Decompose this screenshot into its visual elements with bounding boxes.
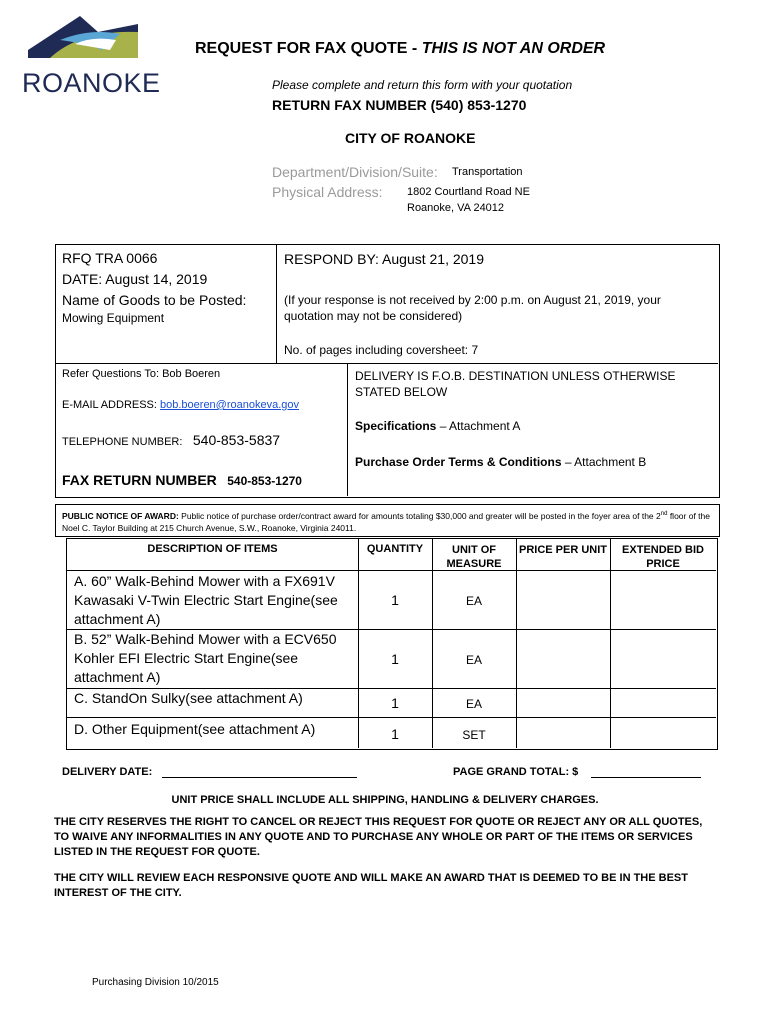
po-rest: – Attachment B xyxy=(561,455,647,469)
refer-questions: Refer Questions To: Bob Boeren xyxy=(62,368,221,380)
delivery-date-label: DELIVERY DATE: xyxy=(62,766,153,778)
fax-return-value: 540-853-1270 xyxy=(227,474,302,488)
table-row-unit: SET xyxy=(462,728,486,742)
email-label: E-MAIL ADDRESS: xyxy=(62,399,157,411)
table-row-description: A. 60” Walk-Behind Mower with a FX691V Kawasaki V-Twin Electric Start Engine(see attachment A) xyxy=(74,573,338,627)
table-row-unit: EA xyxy=(465,594,482,608)
delivery-date-line[interactable] xyxy=(162,777,357,778)
table-row-description: B. 52” Walk-Behind Mower with a ECV650 Kohler EFI Electric Start Engine(see attachment A) xyxy=(74,631,337,685)
table-row-description: D. Other Equipment(see attachment A) xyxy=(74,721,316,737)
award-bold: PUBLIC NOTICE OF AWARD: xyxy=(62,510,179,521)
divider xyxy=(66,717,716,718)
return-fax-number: RETURN FAX NUMBER (540) 853-1270 xyxy=(272,97,527,113)
page-count: No. of pages including coversheet: 7 xyxy=(284,343,479,357)
reserve-note: THE CITY RESERVES THE RIGHT TO CANCEL OR REJECT THIS REQUEST FOR QUOTE OR REJECT ANY OR ALL QUOTES, TO WAIVE ANY INFORMALITIES IN ANY QUOTE AND TO PURCHASE ANY WHOLE OR PART OF THE ITEMS OR SERVICES LISTED IN THE REQUEST FOR QUOTE. xyxy=(54,816,703,858)
address-label: Physical Address: xyxy=(272,184,383,200)
review-note: THE CITY WILL REVIEW EACH RESPONSIVE QUOTE AND WILL MAKE AN AWARD THAT IS DEEMED TO BE IN THE BEST INTEREST OF THE CITY. xyxy=(54,872,688,899)
phone-row xyxy=(62,432,280,450)
header-extended: EXTENDED BID PRICE xyxy=(622,544,704,570)
table-row-quantity: 1 xyxy=(391,726,399,742)
goods-value: Mowing Equipment xyxy=(62,311,165,325)
unit-price-note: UNIT PRICE SHALL INCLUDE ALL SHIPPING, HANDLING & DELIVERY CHARGES. xyxy=(171,794,599,806)
division-footer: Purchasing Division 10/2015 xyxy=(92,977,219,988)
divider xyxy=(276,244,277,363)
phone-value: 540-853-5837 xyxy=(192,432,281,448)
address-line2: Roanoke, VA 24012 xyxy=(407,202,505,214)
phone-label: TELEPHONE NUMBER: xyxy=(62,436,183,448)
title-main: REQUEST FOR FAX QUOTE - xyxy=(195,40,422,57)
award-notice xyxy=(62,508,712,534)
department-label: Department/Division/Suite: xyxy=(272,164,438,180)
roanoke-logo-mark-icon xyxy=(20,10,150,70)
table-row-unit: EA xyxy=(465,653,482,667)
table-row-quantity: 1 xyxy=(391,695,399,711)
divider xyxy=(347,363,348,496)
goods-label: Name of Goods to be Posted: xyxy=(62,292,247,308)
header-quantity: QUANTITY xyxy=(366,543,424,555)
po-terms-line xyxy=(355,455,646,469)
email-row xyxy=(62,399,299,411)
rfq-date: DATE: August 14, 2019 xyxy=(62,271,208,287)
table-row-quantity: 1 xyxy=(391,592,399,608)
fax-return-label: FAX RETURN NUMBER xyxy=(62,472,217,488)
delivery-fob: DELIVERY IS F.O.B. DESTINATION UNLESS OTHERWISE STATED BELOW xyxy=(355,369,676,399)
subtitle: Please complete and return this form with your quotation xyxy=(272,78,573,92)
table-row-description: C. StandOn Sulky(see attachment A) xyxy=(74,690,303,706)
address-line1: 1802 Courtland Road NE xyxy=(407,186,530,198)
po-bold: Purchase Order Terms & Conditions xyxy=(355,455,562,469)
award-text: Public notice of purchase order/contract award for amounts totaling $30,000 and greater will be posted in the foyer area of the 2 xyxy=(178,510,661,521)
grand-total-label: PAGE GRAND TOTAL: $ xyxy=(453,766,579,778)
header-description: DESCRIPTION OF ITEMS xyxy=(147,543,278,555)
roanoke-logo xyxy=(20,10,161,100)
fax-return-row xyxy=(62,472,302,490)
logo-wordmark: ROANOKE xyxy=(22,68,161,98)
table-row-quantity: 1 xyxy=(391,651,399,667)
title-italic: THIS IS NOT AN ORDER xyxy=(421,40,606,57)
response-notice: (If your response is not received by 2:00 p.m. on August 21, 2019, your quotation may not be considered) xyxy=(284,293,661,323)
email-link[interactable]: bob.boeren@roanokeva.gov xyxy=(160,399,300,411)
respond-by: RESPOND BY: August 21, 2019 xyxy=(284,251,485,267)
rfq-number: RFQ TRA 0066 xyxy=(62,250,158,266)
spec-rest: – Attachment A xyxy=(436,419,521,433)
department-value: Transportation xyxy=(452,166,523,178)
table-row-unit: EA xyxy=(465,697,482,711)
header-unit: UNIT OF MEASURE xyxy=(446,544,502,570)
divider xyxy=(55,363,718,364)
spec-bold: Specifications xyxy=(355,419,437,433)
page-title xyxy=(195,40,605,58)
award-text2: floor of the Noel C. Taylor Building at 215 Church Avenue, S.W., Roanoke, Virginia 24011. xyxy=(62,510,710,533)
city-name: CITY OF ROANOKE xyxy=(345,130,476,146)
grand-total-line[interactable] xyxy=(591,777,701,778)
header-price: PRICE PER UNIT xyxy=(518,544,607,556)
award-sup: nd xyxy=(660,511,668,517)
specifications-line xyxy=(355,419,520,433)
